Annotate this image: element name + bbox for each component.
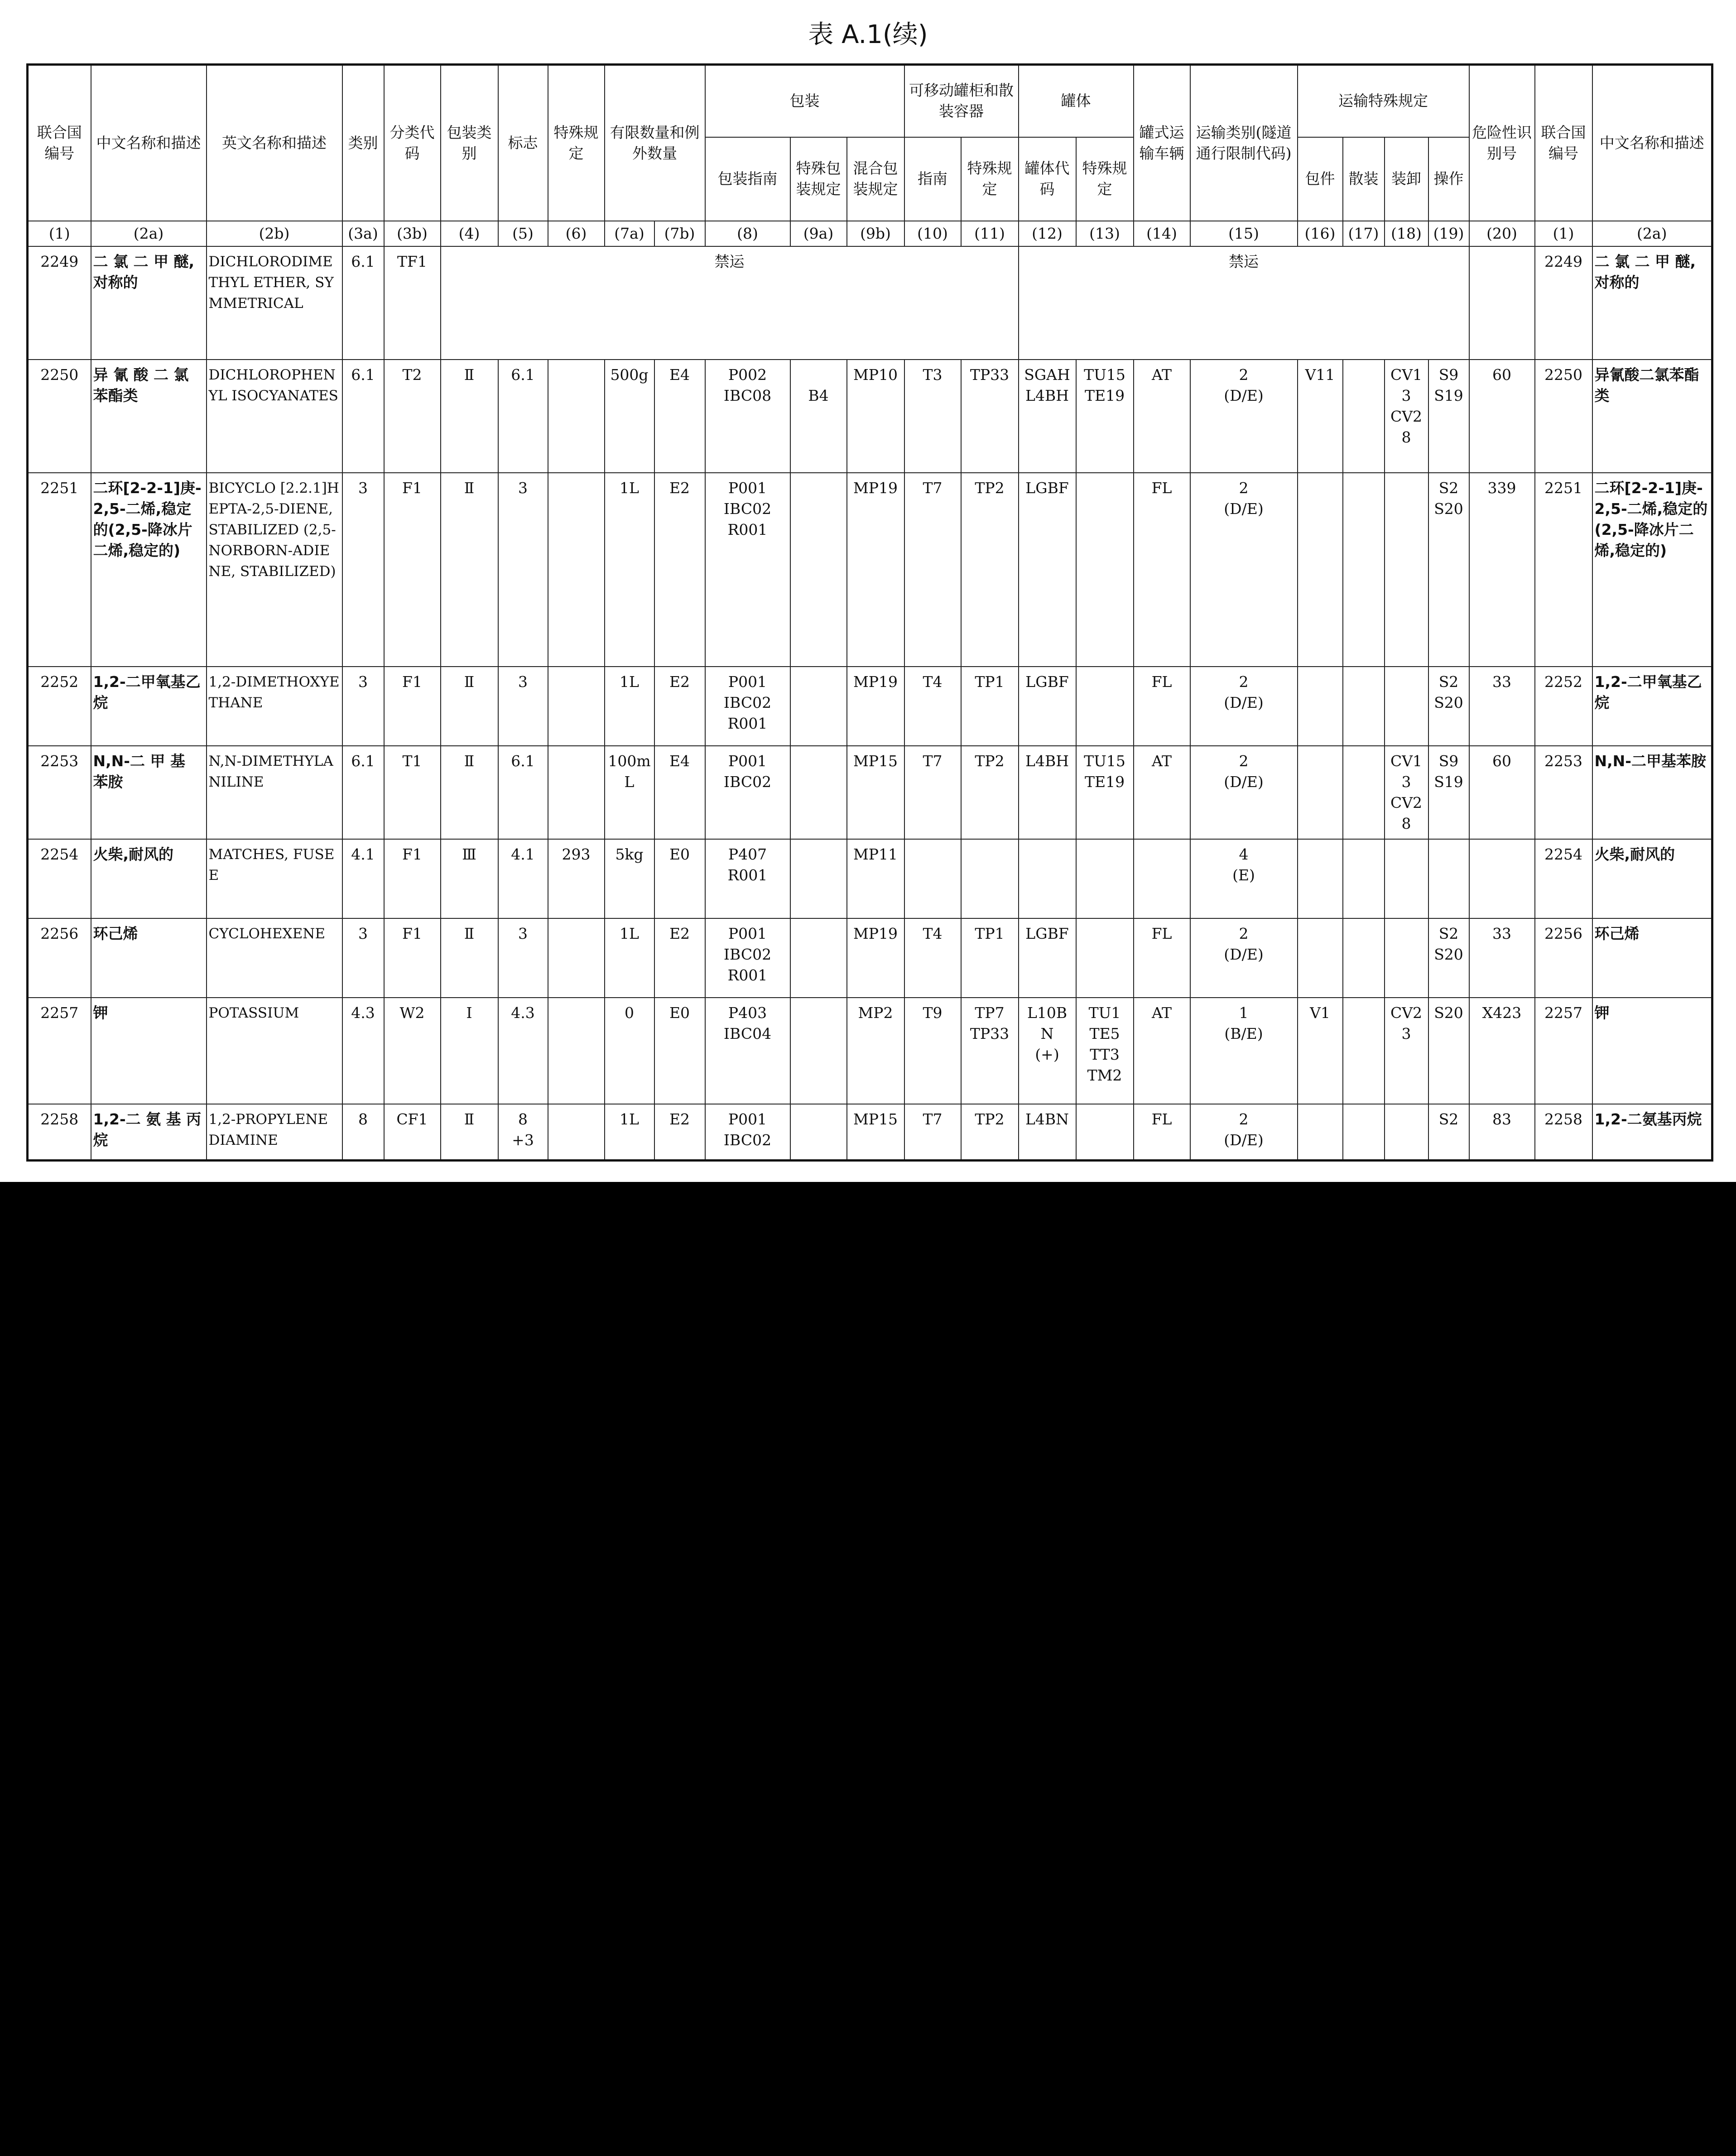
cell-name-zh-right: 钾 [1592, 998, 1712, 1104]
cell-transport-category: 2 (D/E) [1190, 1104, 1298, 1161]
cell-labels: 4.3 [498, 998, 548, 1104]
cell-tank-code: L4BH [1019, 746, 1076, 839]
cell-un-no: 2249 [28, 246, 91, 360]
col-limited-excepted: 有限数量和例外数量 [605, 65, 705, 221]
cell-tank-special: TP1 [961, 667, 1019, 746]
cell-un-no: 2251 [28, 473, 91, 667]
cell-tank-code: L4BN [1019, 1104, 1076, 1161]
cell-name-zh-right: 1,2-二甲氧基乙烷 [1592, 667, 1712, 746]
cell-special-provisions [548, 746, 605, 839]
cell-un-no: 2257 [28, 998, 91, 1104]
cell-loading: CV13 CV28 [1385, 360, 1428, 473]
cell-name-zh-right: 异氰酸二氯苯酯类 [1592, 360, 1712, 473]
cell-tank-vehicle: AT [1134, 998, 1190, 1104]
sub-packing-instruction: 包装指南 [705, 137, 790, 221]
cell-packing-instruction: P001 IBC02 R001 [705, 918, 790, 998]
cell-class-code: F1 [384, 667, 441, 746]
cell-un-no: 2252 [28, 667, 91, 746]
table-row [28, 667, 1712, 746]
cell-packages [1298, 1104, 1343, 1161]
cell-un-no: 2250 [28, 360, 91, 473]
col-number: (2a) [1592, 221, 1712, 246]
cell-name-zh: 1,2-二 氨 基 丙烷 [91, 1104, 207, 1161]
cell-special-packing [790, 473, 847, 667]
cell-class-code: TF1 [384, 246, 441, 360]
table-row [28, 246, 1712, 360]
sub-loading: 装卸 [1385, 137, 1428, 221]
cell-tank-special-provisions [1076, 918, 1134, 998]
col-number: (10) [904, 221, 961, 246]
cell-class: 3 [342, 918, 384, 998]
cell-tank-special-provisions [1076, 1104, 1134, 1161]
col-number: (2a) [91, 221, 207, 246]
cell-tank-instruction: T3 [904, 360, 961, 473]
cell-packages [1298, 667, 1343, 746]
cell-un-no: 2256 [28, 918, 91, 998]
cell-tank-special: TP2 [961, 746, 1019, 839]
cell-hazard-id: 339 [1469, 473, 1535, 667]
table-title: 表 A.1(续) [808, 20, 928, 49]
cell-labels: 6.1 [498, 746, 548, 839]
cell-un-no-right: 2256 [1535, 918, 1592, 998]
cell-prohibited: 禁运 [1019, 246, 1469, 360]
col-labels: 标志 [498, 65, 548, 221]
cell-packing-group: Ⅱ [441, 746, 498, 839]
cell-name-zh-right: N,N-二甲基苯胺 [1592, 746, 1712, 839]
col-portable-tanks: 可移动罐柜和散装容器 [904, 65, 1019, 137]
cell-name-en: DICHLORODIMETHYL ETHER, SYMMETRICAL [207, 246, 342, 360]
cell-tank-vehicle: AT [1134, 746, 1190, 839]
cell-tank-vehicle: FL [1134, 667, 1190, 746]
cell-transport-category: 2 (D/E) [1190, 746, 1298, 839]
cell-name-en: CYCLOHEXENE [207, 918, 342, 998]
cell-special-packing [790, 1104, 847, 1161]
cell-transport-category: 1 (B/E) [1190, 998, 1298, 1104]
cell-name-en: 1,2-DIMETHOXYETHANE [207, 667, 342, 746]
sub-mixed-packing: 混合包装规定 [847, 137, 904, 221]
cell-tank-code: LGBF [1019, 473, 1076, 667]
cell-loading [1385, 1104, 1428, 1161]
cell-name-en: MATCHES, FUSEE [207, 839, 342, 918]
cell-special-packing [790, 998, 847, 1104]
table-row [28, 473, 1712, 667]
cell-labels: 3 [498, 473, 548, 667]
col-transport-category: 运输类别(隧道通行限制代码) [1190, 65, 1298, 221]
cell-un-no: 2254 [28, 839, 91, 918]
cell-class-code: CF1 [384, 1104, 441, 1161]
cell-name-en: BICYCLO [2.2.1]HEPTA-2,5-DIENE, STABILIZED (2,5-NORBORN-ADIENE, STABILIZED) [207, 473, 342, 667]
col-number: (4) [441, 221, 498, 246]
col-number: (13) [1076, 221, 1134, 246]
sub-special-packing: 特殊包装规定 [790, 137, 847, 221]
cell-special-packing [790, 839, 847, 918]
cell-tank-instruction: T4 [904, 918, 961, 998]
cell-class: 3 [342, 667, 384, 746]
col-number: (12) [1019, 221, 1076, 246]
cell-packing-group: Ⅰ [441, 998, 498, 1104]
cell-tank-instruction: T7 [904, 1104, 961, 1161]
col-packing-group: 包装类别 [441, 65, 498, 221]
cell-limited-qty: 0 [605, 998, 654, 1104]
cell-un-no-right: 2250 [1535, 360, 1592, 473]
cell-un-no: 2253 [28, 746, 91, 839]
cell-loading [1385, 667, 1428, 746]
cell-special-provisions [548, 473, 605, 667]
col-number: (15) [1190, 221, 1298, 246]
cell-packing-group: Ⅱ [441, 667, 498, 746]
cell-special-provisions [548, 667, 605, 746]
cell-hazard-id: 60 [1469, 746, 1535, 839]
col-number: (1) [28, 221, 91, 246]
cell-limited-qty: 5kg [605, 839, 654, 918]
dangerous-goods-table [26, 63, 1713, 1162]
cell-special-provisions [548, 998, 605, 1104]
cell-un-no-right: 2254 [1535, 839, 1592, 918]
cell-tank-code: SGAH L4BH [1019, 360, 1076, 473]
cell-bulk [1343, 1104, 1385, 1161]
cell-class: 4.1 [342, 839, 384, 918]
sub-tank-special-provisions: 特殊规定 [1076, 137, 1134, 221]
cell-excepted-qty: E0 [654, 839, 705, 918]
col-tank: 罐体 [1019, 65, 1134, 137]
cell-name-en: 1,2-PROPYLENE DIAMINE [207, 1104, 342, 1161]
cell-tank-code: LGBF [1019, 918, 1076, 998]
cell-class: 6.1 [342, 746, 384, 839]
col-number: (1) [1535, 221, 1592, 246]
cell-bulk [1343, 839, 1385, 918]
cell-limited-qty: 1L [605, 667, 654, 746]
table-row [28, 360, 1712, 473]
cell-special-provisions [548, 360, 605, 473]
cell-tank-instruction: T7 [904, 746, 961, 839]
cell-limited-qty: 1L [605, 473, 654, 667]
cell-tank-special-provisions: TU1 TE5 TT3 TM2 [1076, 998, 1134, 1104]
cell-tank-special-provisions: TU15 TE19 [1076, 746, 1134, 839]
cell-excepted-qty: E2 [654, 473, 705, 667]
cell-operation: S9 S19 [1428, 746, 1469, 839]
cell-packing-group: Ⅱ [441, 1104, 498, 1161]
cell-loading: CV23 [1385, 998, 1428, 1104]
cell-name-zh: 1,2-二甲氧基乙烷 [91, 667, 207, 746]
cell-operation: S2 S20 [1428, 667, 1469, 746]
cell-un-no-right: 2258 [1535, 1104, 1592, 1161]
col-number: (3b) [384, 221, 441, 246]
cell-name-zh-right: 环己烯 [1592, 918, 1712, 998]
col-number: (18) [1385, 221, 1428, 246]
cell-operation: S20 [1428, 998, 1469, 1104]
cell-packing-group: Ⅱ [441, 360, 498, 473]
col-class-code: 分类代码 [384, 65, 441, 221]
col-name-zh-right: 中文名称和描述 [1592, 65, 1712, 221]
col-hazard-id: 危险性识别号 [1469, 65, 1535, 221]
sub-instruction: 指南 [904, 137, 961, 221]
table-row [28, 998, 1712, 1104]
cell-hazard-id: 33 [1469, 667, 1535, 746]
cell-bulk [1343, 918, 1385, 998]
cell-class-code: F1 [384, 473, 441, 667]
cell-name-zh: 二 氯 二 甲 醚,对称的 [91, 246, 207, 360]
cell-tank-vehicle: AT [1134, 360, 1190, 473]
cell-operation [1428, 839, 1469, 918]
cell-limited-qty: 500g [605, 360, 654, 473]
col-number: (9a) [790, 221, 847, 246]
col-number: (2b) [207, 221, 342, 246]
table-row [28, 839, 1712, 918]
col-number: (7b) [654, 221, 705, 246]
col-number: (5) [498, 221, 548, 246]
cell-class-code: T1 [384, 746, 441, 839]
cell-bulk [1343, 746, 1385, 839]
col-name-zh: 中文名称和描述 [91, 65, 207, 221]
cell-special-packing [790, 918, 847, 998]
cell-packing-instruction: P001 IBC02 R001 [705, 473, 790, 667]
cell-packing-group: Ⅲ [441, 839, 498, 918]
cell-tank-vehicle: FL [1134, 918, 1190, 998]
cell-packages [1298, 839, 1343, 918]
cell-labels: 3 [498, 918, 548, 998]
cell-name-zh: 火柴,耐风的 [91, 839, 207, 918]
col-number: (11) [961, 221, 1019, 246]
cell-operation: S2 S20 [1428, 918, 1469, 998]
table-body [28, 246, 1712, 1161]
cell-labels: 4.1 [498, 839, 548, 918]
cell-name-zh: 异 氰 酸 二 氯 苯酯类 [91, 360, 207, 473]
cell-mixed-packing: MP15 [847, 1104, 904, 1161]
cell-bulk [1343, 667, 1385, 746]
cell-tank-special: TP2 [961, 473, 1019, 667]
cell-hazard-id [1469, 246, 1535, 360]
cell-packing-instruction: P001 IBC02 R001 [705, 667, 790, 746]
cell-loading [1385, 473, 1428, 667]
cell-class: 8 [342, 1104, 384, 1161]
cell-packing-instruction: P407 R001 [705, 839, 790, 918]
cell-bulk [1343, 998, 1385, 1104]
col-name-en: 英文名称和描述 [207, 65, 342, 221]
cell-special-packing: B4 [790, 360, 847, 473]
cell-class-code: W2 [384, 998, 441, 1104]
cell-excepted-qty: E2 [654, 1104, 705, 1161]
cell-limited-qty: 1L [605, 918, 654, 998]
cell-packages [1298, 918, 1343, 998]
cell-mixed-packing: MP19 [847, 918, 904, 998]
cell-name-zh-right: 火柴,耐风的 [1592, 839, 1712, 918]
cell-prohibited: 禁运 [441, 246, 1019, 360]
cell-tank-special-provisions: TU15 TE19 [1076, 360, 1134, 473]
cell-tank-special: TP2 [961, 1104, 1019, 1161]
cell-packing-instruction: P403 IBC04 [705, 998, 790, 1104]
col-number: (6) [548, 221, 605, 246]
cell-excepted-qty: E2 [654, 667, 705, 746]
column-number-row [28, 221, 1712, 246]
col-number: (9b) [847, 221, 904, 246]
col-tank-vehicle: 罐式运输车辆 [1134, 65, 1190, 221]
table-header [28, 65, 1712, 246]
cell-name-zh: 二环[2-2-1]庚-2,5-二烯,稳定的(2,5-降冰片二烯,稳定的) [91, 473, 207, 667]
cell-tank-vehicle: FL [1134, 473, 1190, 667]
cell-tank-special: TP1 [961, 918, 1019, 998]
cell-packing-instruction: P002 IBC08 [705, 360, 790, 473]
cell-name-en: POTASSIUM [207, 998, 342, 1104]
cell-hazard-id: 83 [1469, 1104, 1535, 1161]
table-row [28, 746, 1712, 839]
cell-transport-category: 2 (D/E) [1190, 473, 1298, 667]
cell-mixed-packing: MP11 [847, 839, 904, 918]
cell-name-zh-right: 二环[2-2-1]庚-2,5-二烯,稳定的(2,5-降冰片二烯,稳定的) [1592, 473, 1712, 667]
col-number: (14) [1134, 221, 1190, 246]
col-number: (8) [705, 221, 790, 246]
cell-class-code: F1 [384, 918, 441, 998]
cell-un-no: 2258 [28, 1104, 91, 1161]
cell-labels: 6.1 [498, 360, 548, 473]
cell-tank-instruction [904, 839, 961, 918]
cell-special-provisions: 293 [548, 839, 605, 918]
cell-tank-instruction: T9 [904, 998, 961, 1104]
col-special-transport: 运输特殊规定 [1298, 65, 1469, 137]
cell-loading [1385, 918, 1428, 998]
cell-packing-instruction: P001 IBC02 [705, 746, 790, 839]
cell-class: 4.3 [342, 998, 384, 1104]
cell-hazard-id: X423 [1469, 998, 1535, 1104]
col-number: (17) [1343, 221, 1385, 246]
cell-hazard-id: 60 [1469, 360, 1535, 473]
col-special-provisions: 特殊规定 [548, 65, 605, 221]
cell-tank-special: TP7 TP33 [961, 998, 1019, 1104]
cell-tank-instruction: T4 [904, 667, 961, 746]
cell-name-en: DICHLOROPHENYL ISOCYANATES [207, 360, 342, 473]
cell-un-no-right: 2251 [1535, 473, 1592, 667]
cell-name-zh-right: 二 氯 二 甲 醚,对称的 [1592, 246, 1712, 360]
sub-tank-code: 罐体代码 [1019, 137, 1076, 221]
cell-loading: CV13 CV28 [1385, 746, 1428, 839]
table-row [28, 1104, 1712, 1161]
cell-name-zh-right: 1,2-二氨基丙烷 [1592, 1104, 1712, 1161]
cell-transport-category: 2 (D/E) [1190, 918, 1298, 998]
cell-bulk [1343, 473, 1385, 667]
cell-tank-special-provisions [1076, 839, 1134, 918]
cell-tank-special [961, 839, 1019, 918]
cell-excepted-qty: E0 [654, 998, 705, 1104]
cell-un-no-right: 2249 [1535, 246, 1592, 360]
cell-name-zh: 钾 [91, 998, 207, 1104]
cell-name-zh: N,N-二 甲 基 苯胺 [91, 746, 207, 839]
col-number: (3a) [342, 221, 384, 246]
cell-mixed-packing: MP19 [847, 473, 904, 667]
col-number: (19) [1428, 221, 1469, 246]
cell-hazard-id [1469, 839, 1535, 918]
cell-name-zh: 环己烯 [91, 918, 207, 998]
cell-class-code: F1 [384, 839, 441, 918]
cell-packing-group: Ⅱ [441, 918, 498, 998]
cell-packages [1298, 473, 1343, 667]
cell-mixed-packing: MP2 [847, 998, 904, 1104]
cell-transport-category: 2 (D/E) [1190, 667, 1298, 746]
cell-excepted-qty: E4 [654, 360, 705, 473]
col-packaging: 包装 [705, 65, 904, 137]
cell-mixed-packing: MP19 [847, 667, 904, 746]
cell-transport-category: 4 (E) [1190, 839, 1298, 918]
col-class: 类别 [342, 65, 384, 221]
cell-bulk [1343, 360, 1385, 473]
cell-tank-code [1019, 839, 1076, 918]
cell-excepted-qty: E2 [654, 918, 705, 998]
cell-limited-qty: 100mL [605, 746, 654, 839]
cell-labels: 8 +3 [498, 1104, 548, 1161]
cell-transport-category: 2 (D/E) [1190, 360, 1298, 473]
cell-un-no-right: 2257 [1535, 998, 1592, 1104]
cell-labels: 3 [498, 667, 548, 746]
cell-packages [1298, 746, 1343, 839]
cell-loading [1385, 839, 1428, 918]
col-number: (7a) [605, 221, 654, 246]
cell-packages: V1 [1298, 998, 1343, 1104]
table-row [28, 918, 1712, 998]
cell-operation: S9 S19 [1428, 360, 1469, 473]
sub-packages: 包件 [1298, 137, 1343, 221]
cell-operation: S2 S20 [1428, 473, 1469, 667]
col-un-no: 联合国编号 [28, 65, 91, 221]
cell-un-no-right: 2253 [1535, 746, 1592, 839]
cell-tank-special-provisions [1076, 667, 1134, 746]
sub-bulk: 散装 [1343, 137, 1385, 221]
cell-class: 3 [342, 473, 384, 667]
cell-special-provisions [548, 918, 605, 998]
cell-limited-qty: 1L [605, 1104, 654, 1161]
cell-packing-group: Ⅱ [441, 473, 498, 667]
cell-tank-vehicle [1134, 839, 1190, 918]
cell-operation: S2 [1428, 1104, 1469, 1161]
sub-operation: 操作 [1428, 137, 1469, 221]
cell-class-code: T2 [384, 360, 441, 473]
cell-tank-special: TP33 [961, 360, 1019, 473]
cell-class: 6.1 [342, 360, 384, 473]
col-number: (16) [1298, 221, 1343, 246]
cell-tank-vehicle: FL [1134, 1104, 1190, 1161]
cell-excepted-qty: E4 [654, 746, 705, 839]
cell-class: 6.1 [342, 246, 384, 360]
cell-special-packing [790, 746, 847, 839]
col-un-no-right: 联合国编号 [1535, 65, 1592, 221]
cell-name-en: N,N-DIMETHYLANILINE [207, 746, 342, 839]
cell-packages: V11 [1298, 360, 1343, 473]
cell-mixed-packing: MP10 [847, 360, 904, 473]
cell-packing-instruction: P001 IBC02 [705, 1104, 790, 1161]
cell-un-no-right: 2252 [1535, 667, 1592, 746]
cell-tank-instruction: T7 [904, 473, 961, 667]
col-number: (20) [1469, 221, 1535, 246]
cell-tank-code: L10BN (+) [1019, 998, 1076, 1104]
cell-special-packing [790, 667, 847, 746]
cell-tank-code: LGBF [1019, 667, 1076, 746]
cell-tank-special-provisions [1076, 473, 1134, 667]
cell-special-provisions [548, 1104, 605, 1161]
sub-tank-special: 特殊规定 [961, 137, 1019, 221]
cell-mixed-packing: MP15 [847, 746, 904, 839]
cell-hazard-id: 33 [1469, 918, 1535, 998]
